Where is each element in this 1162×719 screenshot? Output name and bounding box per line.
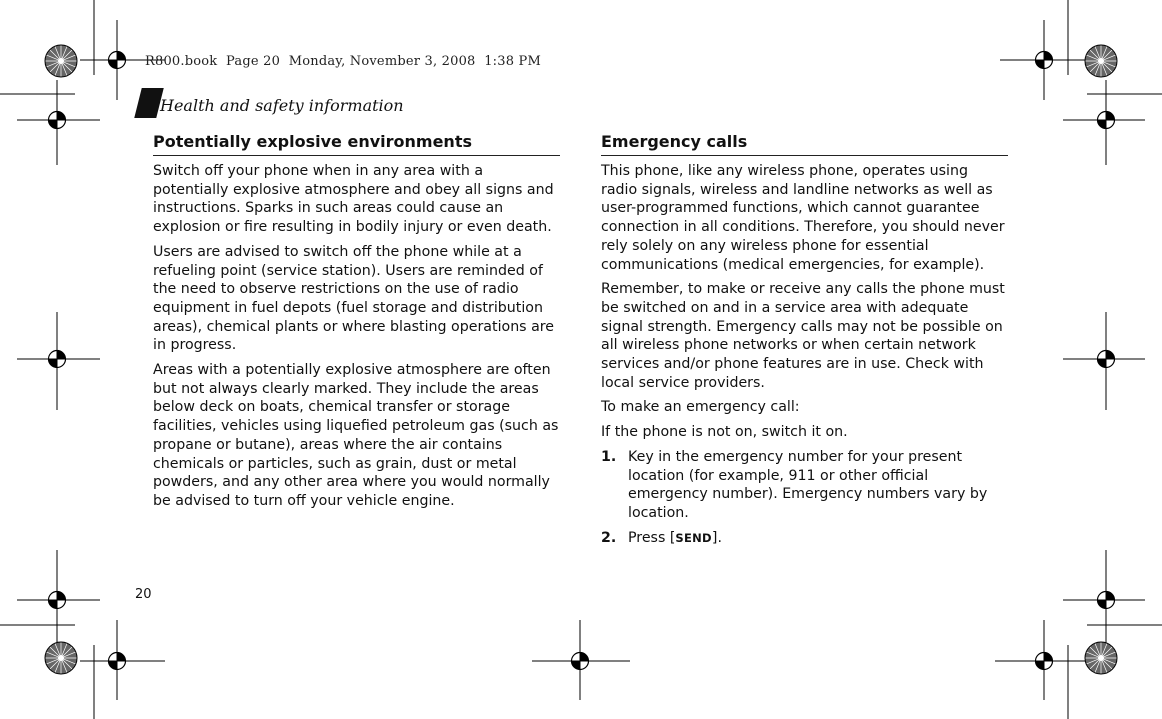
- send-key-label: SEND: [675, 530, 712, 545]
- left-column: [153, 132, 560, 511]
- step-number: 1.: [601, 448, 617, 465]
- step-text-after: ].: [711, 529, 722, 546]
- step-text-before: Press [: [628, 529, 676, 546]
- step-item: [601, 529, 1008, 548]
- step-text: [628, 529, 1008, 548]
- emergency-calls-heading: Emergency calls: [601, 132, 1008, 156]
- section-title: Health and safety information: [160, 96, 404, 115]
- paragraph: Users are advised to switch off the phone while at a refueling point (service station). Users are reminded of the need to observe restrictions on the use of radio equipment in fuel depots (fuel storage and distribution areas), chemical plants or where blasting operations are in progress.: [153, 243, 555, 354]
- explosive-environments-heading: Potentially explosive environments: [153, 132, 560, 156]
- paragraph: If the phone is not on, switch it on.: [601, 424, 848, 441]
- paragraph: This phone, like any wireless phone, operates using radio signals, wireless and landline networks as well as user-programmed functions, which cannot guarantee connection in all conditions. Therefore, you should never rely solely on any wireless phone for essential communications (medical emergencies, for example).: [601, 163, 1005, 273]
- paragraph: Switch off your phone when in any area with a potentially explosive atmosphere and obey all signs and instructions. Sparks in such areas could cause an explosion or fire resulting in bodily injury or even death.: [153, 163, 554, 236]
- step-text: Key in the emergency number for your present location (for example, 911 or other official emergency number). Emergency numbers vary by location.: [628, 448, 988, 521]
- paragraph: Areas with a potentially explosive atmosphere are often but not always clearly marked. They include the areas below deck on boats, chemical transfer or storage facilities, vehicles using liquefied petroleum gas (such as propane or butane), areas where the air contains chemicals or particles, such as grain, dust or metal powders, and any other area where you would normally be advised to turn off your vehicle engine.: [153, 362, 559, 509]
- book-header-line: R800.book Page 20 Monday, November 3, 2008 1:38 PM: [145, 54, 541, 69]
- page-number: 20: [135, 587, 152, 602]
- step-item: [601, 448, 1008, 523]
- paragraph: To make an emergency call:: [601, 399, 800, 416]
- paragraph: Remember, to make or receive any calls the phone must be switched on and in a service area with adequate signal strength. Emergency calls may not be possible on all wireless phone networks or when certain network services and/or phone features are in use. Check with local service providers.: [601, 281, 1005, 391]
- right-column: [601, 132, 1008, 547]
- step-number: 2.: [601, 529, 617, 546]
